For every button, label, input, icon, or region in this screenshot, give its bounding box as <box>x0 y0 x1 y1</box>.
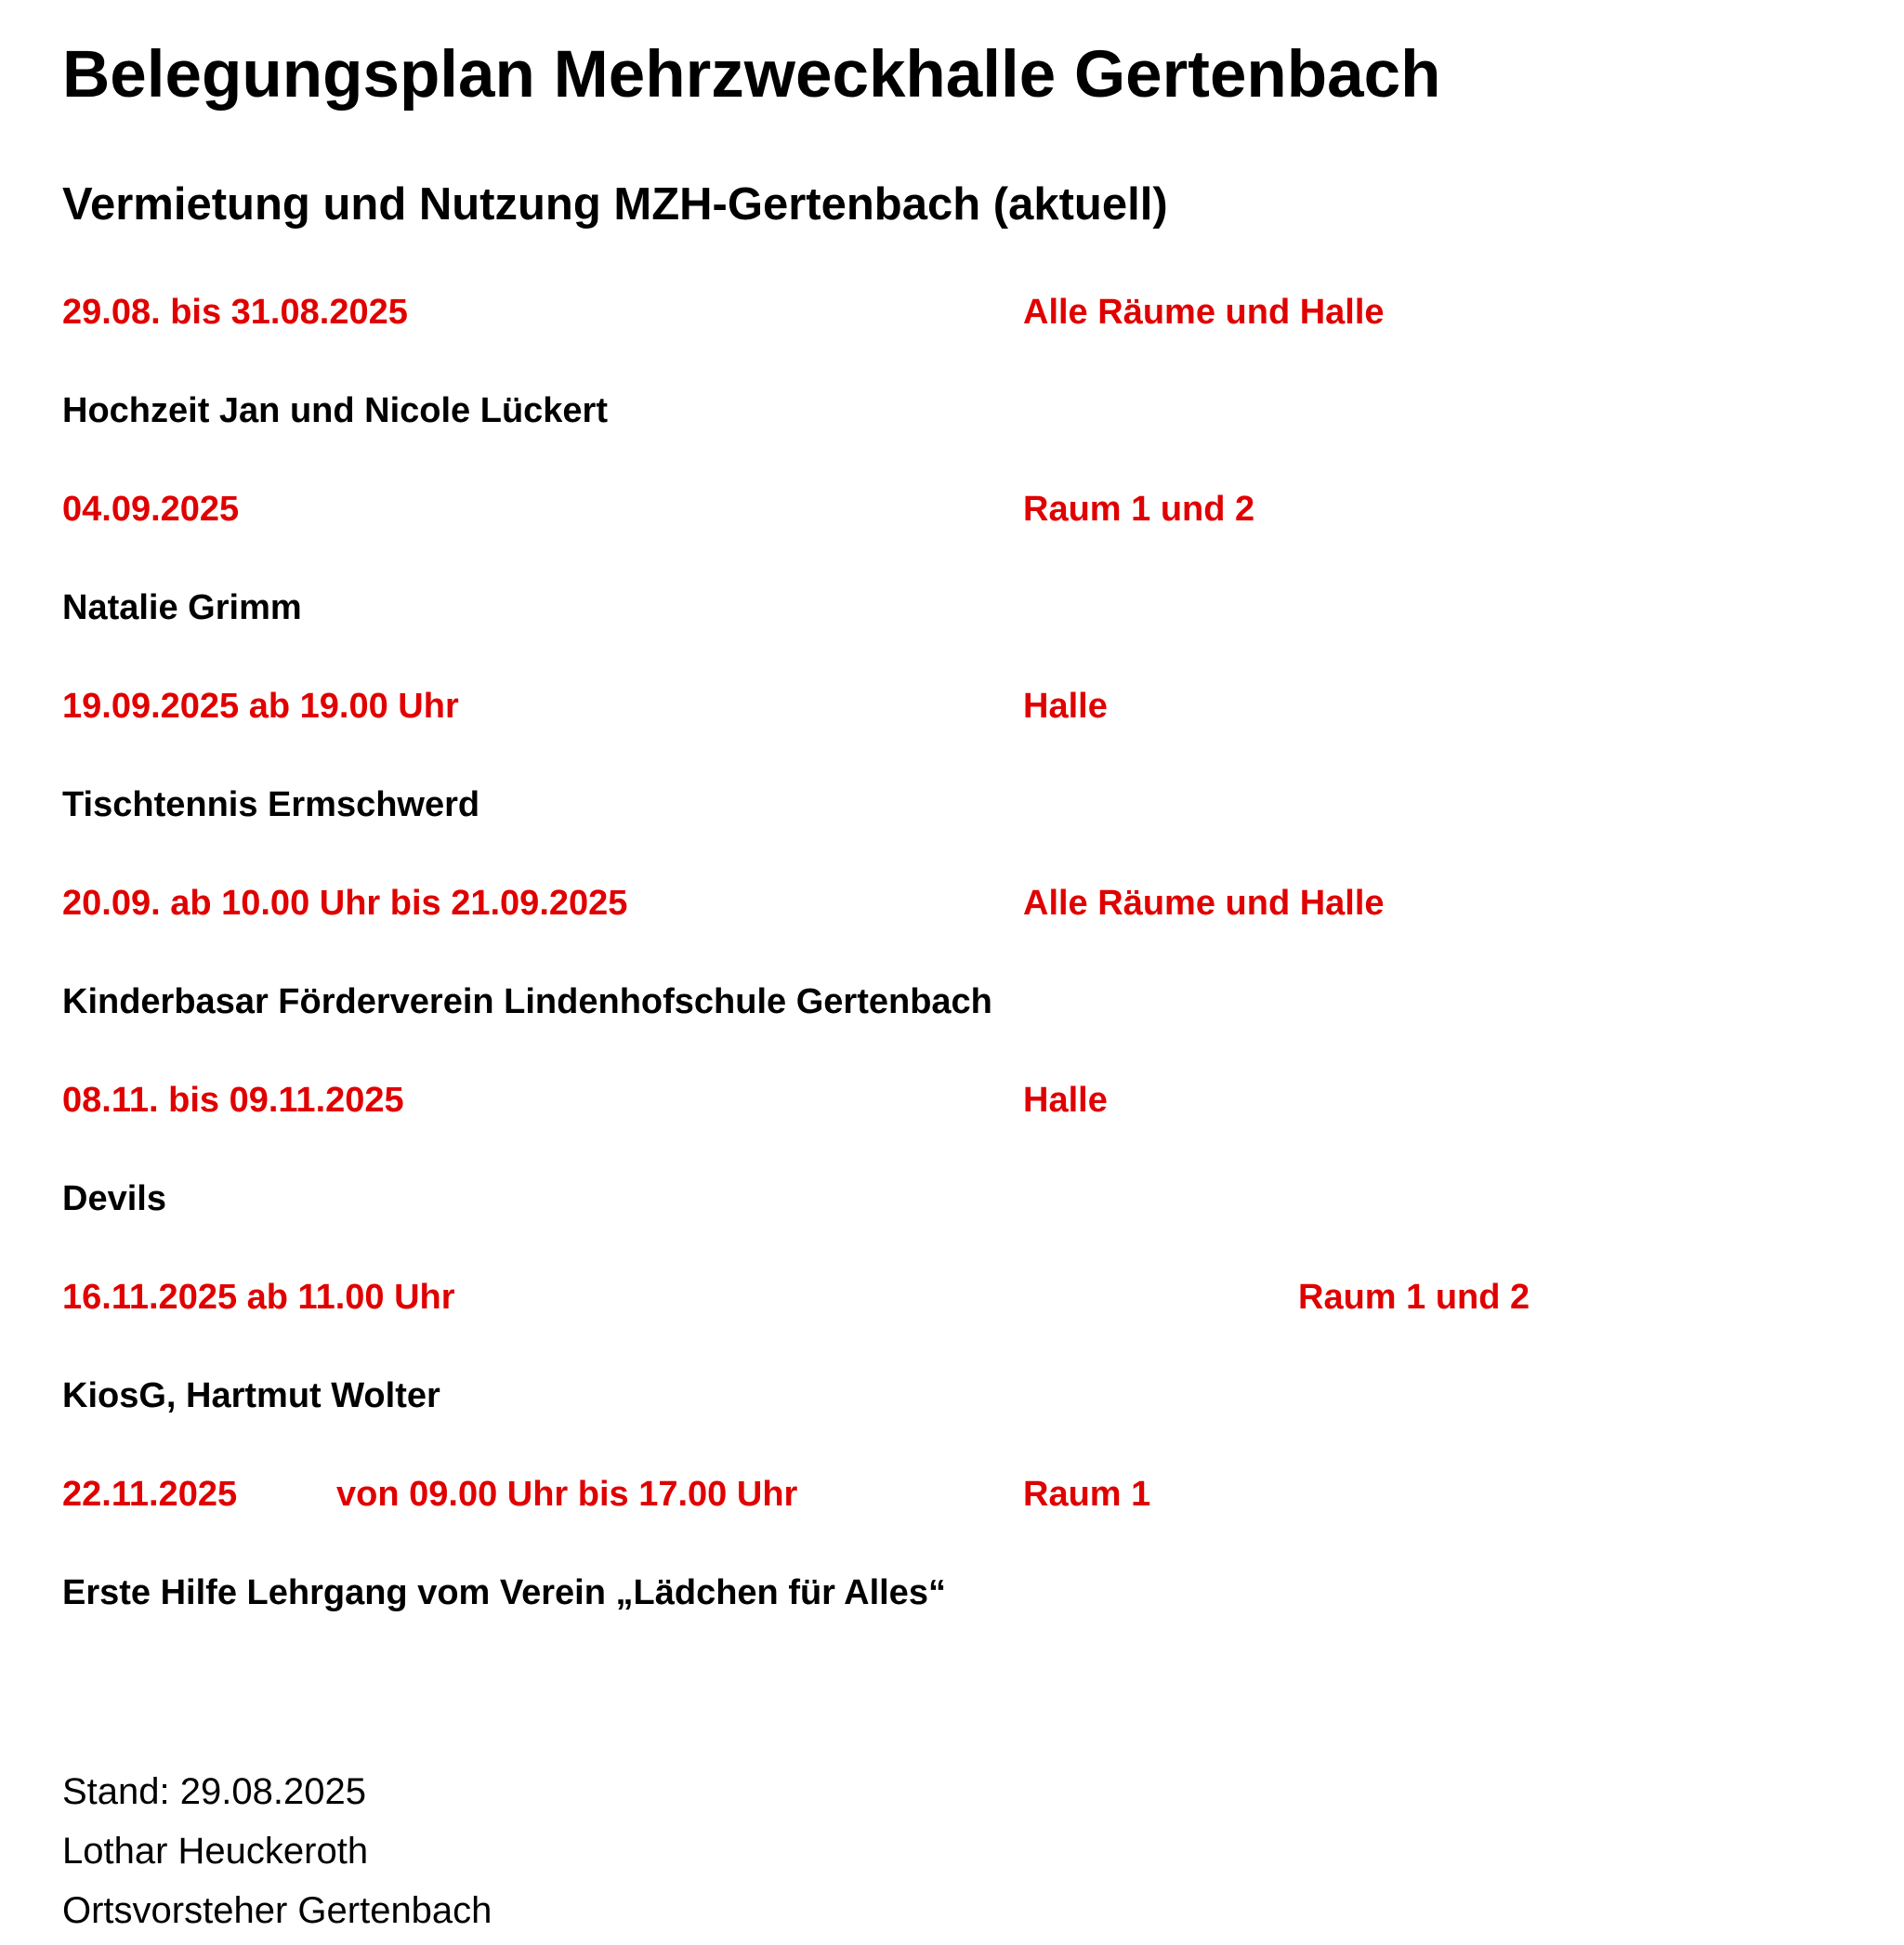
footer-stand: Stand: 29.08.2025 <box>62 1771 366 1812</box>
document-title: Belegungsplan Mehrzweckhalle Gertenbach <box>62 38 1441 112</box>
booking-date: 22.11.2025 <box>62 1475 238 1514</box>
booking-event: Natalie Grimm <box>62 588 302 627</box>
booking-6-date-row <box>0 1271 1904 1323</box>
booking-7-event-row <box>0 1567 1904 1619</box>
booking-4-event-row <box>0 976 1904 1028</box>
booking-time: von 09.00 Uhr bis 17.00 Uhr <box>336 1475 798 1514</box>
booking-room: Halle <box>1023 687 1108 726</box>
booking-1-date-row <box>0 286 1904 338</box>
booking-6-event-row <box>0 1370 1904 1422</box>
booking-3-event-row <box>0 779 1904 831</box>
footer-role: Ortsvorsteher Gertenbach <box>62 1890 492 1931</box>
booking-event: KiosG, Hartmut Wolter <box>62 1376 440 1415</box>
booking-event: Hochzeit Jan und Nicole Lückert <box>62 391 608 430</box>
booking-event: Devils <box>62 1179 166 1218</box>
booking-room: Halle <box>1023 1081 1108 1120</box>
booking-3-date-row <box>0 680 1904 732</box>
booking-2-event-row <box>0 582 1904 634</box>
booking-5-event-row <box>0 1173 1904 1225</box>
booking-date: 04.09.2025 <box>62 490 240 529</box>
booking-4-date-row <box>0 877 1904 929</box>
booking-event: Kinderbasar Förderverein Lindenhofschule Gertenbach <box>62 982 992 1021</box>
booking-1-event-row <box>0 385 1904 437</box>
document-subtitle: Vermietung und Nutzung MZH-Gertenbach (aktuell) <box>62 179 1168 230</box>
booking-7-date-row <box>0 1468 1904 1520</box>
booking-room: Raum 1 <box>1023 1475 1151 1514</box>
booking-5-date-row <box>0 1074 1904 1126</box>
footer-name: Lothar Heuckeroth <box>62 1831 369 1872</box>
booking-date: 29.08. bis 31.08.2025 <box>62 293 408 332</box>
booking-room: Alle Räume und Halle <box>1023 884 1385 923</box>
booking-date: 16.11.2025 ab 11.00 Uhr <box>62 1278 455 1317</box>
booking-2-date-row <box>0 483 1904 535</box>
booking-room: Alle Räume und Halle <box>1023 293 1385 332</box>
booking-date: 08.11. bis 09.11.2025 <box>62 1081 404 1120</box>
booking-date: 20.09. ab 10.00 Uhr bis 21.09.2025 <box>62 884 628 923</box>
booking-event: Tischtennis Ermschwerd <box>62 785 480 824</box>
booking-event: Erste Hilfe Lehrgang vom Verein „Lädchen für Alles“ <box>62 1573 946 1612</box>
booking-room: Raum 1 und 2 <box>1298 1278 1530 1317</box>
booking-room: Raum 1 und 2 <box>1023 490 1255 529</box>
booking-date: 19.09.2025 ab 19.00 Uhr <box>62 687 459 726</box>
